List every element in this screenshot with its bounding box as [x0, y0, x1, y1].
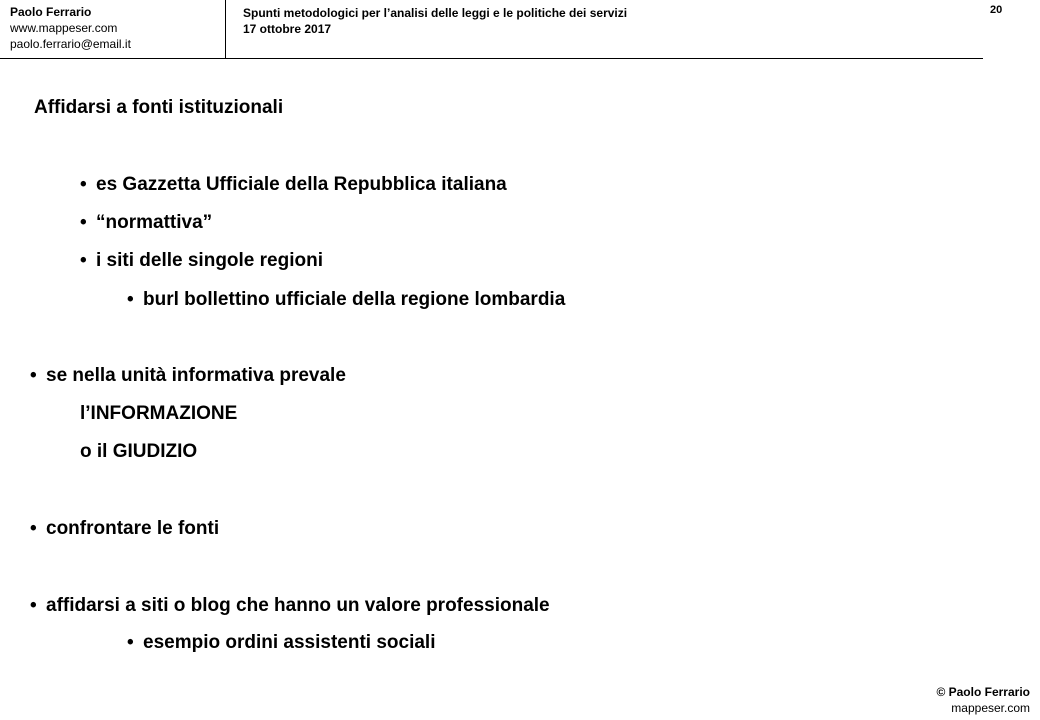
list-item [80, 211, 212, 235]
list-item [30, 517, 219, 541]
bullet-icon: • [80, 212, 87, 233]
list-item-text: esempio ordini assistenti sociali [143, 632, 436, 653]
bullet-icon: • [30, 518, 37, 539]
bullet-icon: • [127, 289, 134, 310]
list-item-text: se nella unità informativa prevale [46, 365, 346, 386]
list-item [127, 288, 565, 312]
bullet-icon: • [30, 365, 37, 386]
bullet-icon: • [127, 632, 134, 653]
author-website: www.mappeser.com [10, 21, 118, 35]
page-number: 20 [990, 4, 1003, 16]
list-item-continuation: o il GIUDIZIO [80, 441, 198, 462]
list-item-text: burl bollettino ufficiale della regione lombardia [143, 289, 566, 310]
author-name: Paolo Ferrario [10, 5, 92, 19]
list-item-continuation: l’INFORMAZIONE [80, 403, 238, 424]
author-email: paolo.ferrario@email.it [10, 37, 131, 51]
list-item-text: es Gazzetta Ufficiale della Repubblica italiana [96, 174, 507, 195]
list-item-text: affidarsi a siti o blog che hanno un valore professionale [46, 595, 550, 616]
footer-copyright: © Paolo Ferrario [936, 685, 1030, 699]
bullet-icon: • [80, 250, 87, 271]
bullet-icon: • [30, 595, 37, 616]
document-date: 17 ottobre 2017 [243, 22, 332, 36]
list-item [80, 249, 323, 273]
list-item-text: i siti delle singole regioni [96, 250, 323, 271]
list-item [30, 594, 550, 618]
list-item [80, 173, 507, 197]
footer [880, 684, 1030, 716]
bullet-icon: • [80, 174, 87, 195]
list-item [30, 364, 346, 388]
list-item [127, 631, 436, 655]
list-item-text: confrontare le fonti [46, 518, 220, 539]
slide-heading: Affidarsi a fonti istituzionali [34, 97, 284, 118]
footer-site: mappeser.com [951, 701, 1030, 715]
document-title: Spunti metodologici per l’analisi delle leggi e le politiche dei servizi [243, 6, 628, 20]
list-item-text: “normattiva” [96, 212, 213, 233]
